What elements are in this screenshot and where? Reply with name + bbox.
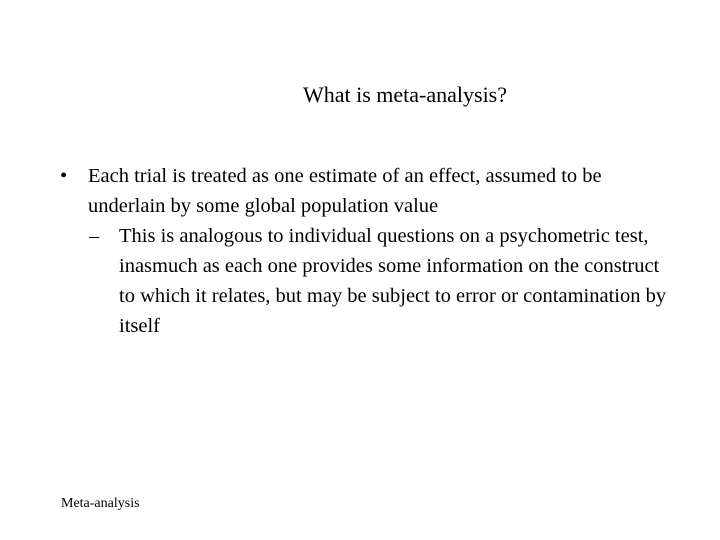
bullet-text: Each trial is treated as one estimate of an effect, assumed to be underlain by some global population value — [88, 165, 602, 217]
sub-bullet-marker: – — [89, 225, 100, 247]
sub-bullet-text: This is analogous to individual questions on a psychometric test, inasmuch as each one provides some information on the construct to which it relates, but may be subject to error or contamination by itself — [119, 225, 667, 337]
sub-bullet-item — [56, 221, 676, 341]
slide-body — [56, 161, 676, 341]
slide-footer: Meta-analysis — [61, 496, 140, 511]
bullet-marker: • — [60, 165, 68, 187]
bullet-item — [56, 161, 676, 221]
slide-title: What is meta-analysis? — [302, 82, 508, 107]
